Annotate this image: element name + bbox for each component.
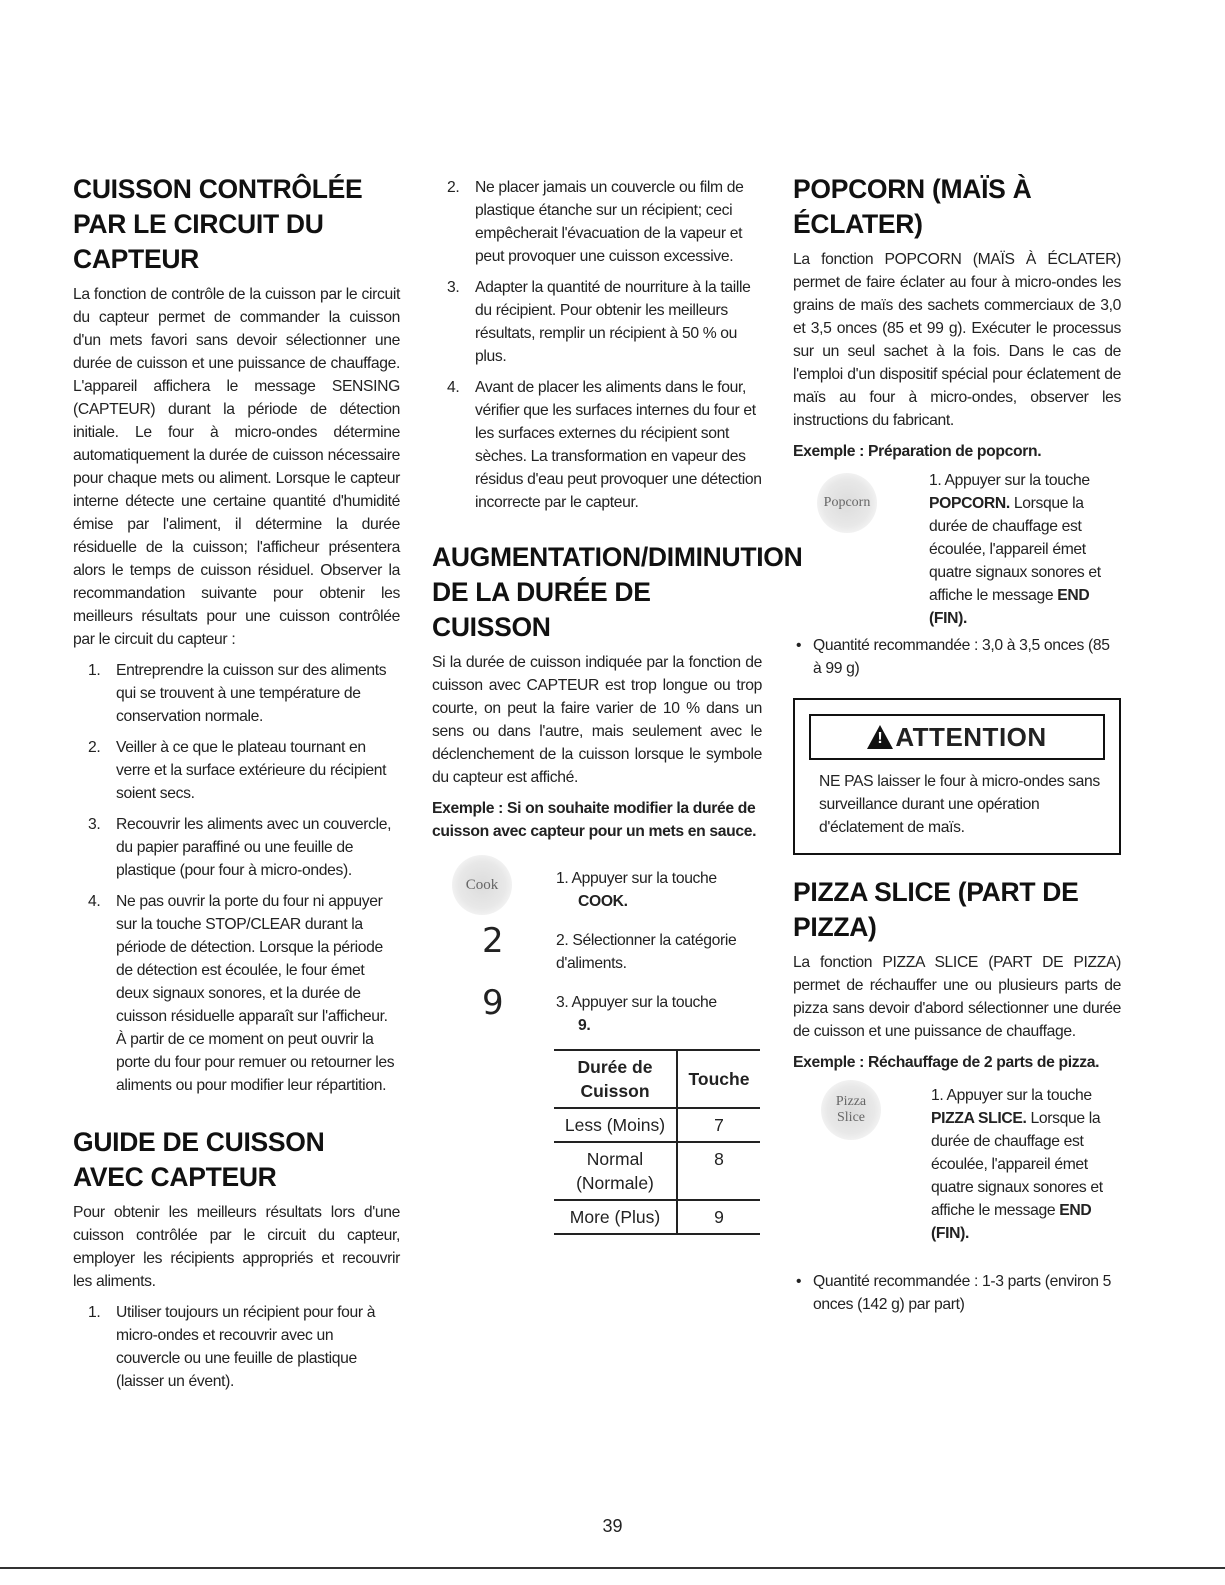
table-row: Less (Moins) 7: [554, 1108, 760, 1142]
digit-2-icon: 2: [482, 921, 504, 961]
sensor-guide-list-cont: [432, 176, 762, 514]
popcorn-body: La fonction POPCORN (MAÏS À ÉCLATER) permet de faire éclater au four à micro-ondes les grains de maïs des sachets commerciaux de 3,0 et 3,5 onces (85 et 99 g). Exécuter le processus sur un seul sachet à la fois. Dans le cas de l'emploi d'un dispositif spécial pour éclatement de maïs au four à micro-ondes, observer les instructions du fabricant.: [793, 251, 1121, 429]
sensor-cooking-list: [73, 659, 400, 1097]
table-header: Durée de Cuisson Touche: [554, 1050, 760, 1108]
heading-popcorn: POPCORN (MAÏS À ÉCLATER): [793, 174, 1032, 239]
cook-steps: [432, 849, 762, 1039]
popcorn-step-1: 1. Appuyer sur la touche POPCORN. Lorsque la durée de chauffage est écoulée, l'appareil émet quatre signaux sonores et affiche le message END (FIN).: [929, 472, 1101, 627]
sensor-cooking-intro: La fonction de contrôle de la cuisson par le circuit du capteur permet de commander la cuisson d'un mets favori sans devoir sélectionner une durée de cuisson et une puissance de chauffage. L'appareil affichera le message SENSING (CAPTEUR) durant la période de détection initiale. Le four à micro-ondes détermine automatiquement la durée de cuisson nécessaire pour chaque mets ou aliment. Lorsque le capteur interne détecte une certaine quantité d'humidité émise par l'aliment, il détermine la durée résiduelle de la cuisson; l'afficheur présentera alors le temps de cuisson résiduel. Observer la recommandation suivante pour obtenir les meilleurs résultats pour une cuisson contrôlée par le circuit du capteur :: [73, 286, 400, 648]
list-item: 2. Ne placer jamais un couvercle ou film de plastique étanche sur un récipient; ceci empêcherait l'évacuation de la vapeur et peut provoquer une cuisson excessive.: [447, 179, 744, 265]
heading-sensor-cooking: CUISSON CONTRÔLÉE PAR LE CIRCUIT DU CAPTEUR: [73, 174, 363, 274]
attention-title: ! ATTENTION: [809, 714, 1105, 760]
popcorn-key-icon: Popcorn: [817, 473, 877, 533]
heading-pizza-slice: PIZZA SLICE (PART DE PIZZA): [793, 877, 1079, 942]
list-item: 2. Veiller à ce que le plateau tournant en verre et la surface extérieure du récipient soient secs.: [88, 739, 387, 802]
cook-step-3: 3. Appuyer sur la touche 9.: [556, 994, 717, 1034]
pizza-body: La fonction PIZZA SLICE (PART DE PIZZA) permet de réchauffer une ou plusieurs parts de pizza sans devoir d'abord sélectionner une durée de cuisson et une puissance de chauffage.: [793, 954, 1121, 1040]
list-item: 3. Recouvrir les aliments avec un couvercle, du papier paraffiné ou une feuille de plastique (pour four à micro-ondes).: [88, 816, 392, 879]
adjust-table: [554, 1049, 760, 1235]
pizza-step-1: 1. Appuyer sur la touche PIZZA SLICE. Lorsque la durée de chauffage est écoulée, l'appareil émet quatre signaux sonores et affiche le message END (FIN).: [931, 1087, 1103, 1242]
table-row: More (Plus) 9: [554, 1200, 760, 1234]
page-number: 39: [602, 1516, 623, 1536]
sensor-guide-intro: Pour obtenir les meilleurs résultats lors d'une cuisson contrôlée par le circuit du capteur, employer les récipients appropriés et recouvrir les aliments.: [73, 1204, 400, 1290]
heading-sensor-guide: GUIDE DE CUISSON AVEC CAPTEUR: [73, 1127, 325, 1192]
list-item: 1. Entreprendre la cuisson sur des aliments qui se trouvent à une température de conservation normale.: [88, 662, 387, 725]
pizza-quantity: • Quantité recommandée : 1-3 parts (environ 5 onces (142 g) par part): [796, 1273, 1111, 1313]
attention-box: [793, 698, 1121, 855]
column-left: [73, 172, 400, 1401]
column-middle: [432, 172, 803, 1235]
pizza-example: Exemple : Réchauffage de 2 parts de pizza.: [793, 1054, 1100, 1071]
list-item: 1. Utiliser toujours un récipient pour four à micro-ondes et recouvrir avec un couvercle ou une feuille de plastique (laisser un évent).: [88, 1304, 376, 1390]
bottom-divider: [0, 1567, 1225, 1569]
column-right: [793, 172, 1121, 1316]
cook-key-icon: Cook: [452, 855, 512, 915]
digit-9-icon: 9: [482, 983, 504, 1023]
table-row: Normal (Normale) 8: [554, 1142, 760, 1200]
popcorn-example: Exemple : Préparation de popcorn.: [793, 443, 1042, 460]
popcorn-quantity: • Quantité recommandée : 3,0 à 3,5 onces (85 à 99 g): [796, 637, 1110, 677]
pizza-steps: [793, 1080, 1121, 1270]
popcorn-steps: [793, 469, 1121, 634]
attention-text: NE PAS laisser le four à micro-ondes sans surveillance durant une opération d'éclatement de maïs.: [819, 773, 1100, 836]
list-item: 4. Avant de placer les aliments dans le four, vérifier que les surfaces internes du four et les surfaces externes du récipient sont sèches. La transformation en vapeur des résidus d'eau peut provoquer une détection incorrecte par le capteur.: [447, 379, 762, 511]
cook-step-1: 1. Appuyer sur la touche COOK.: [556, 870, 717, 910]
adjust-time-body: Si la durée de cuisson indiquée par la fonction de cuisson avec CAPTEUR est trop longue ou trop courte, on peut la faire varier de 10 % dans un sens ou dans l'autre, mais seulement avec le déclenchement de la cuisson lorsque le symbole du capteur est affiché.: [432, 654, 762, 786]
warning-icon: [867, 725, 893, 749]
cook-step-2: 2. Sélectionner la catégorie d'aliments.: [556, 932, 737, 972]
adjust-time-example: Exemple : Si on souhaite modifier la durée de cuisson avec capteur pour un mets en sauce.: [432, 800, 757, 840]
list-item: 4. Ne pas ouvrir la porte du four ni appuyer sur la touche STOP/CLEAR durant la période de détection. Lorsque la période de détection est écoulée, le four émet deux signaux sonores, et la durée de cuisson résiduelle apparaît sur l'afficheur. À partir de ce moment on peut ouvrir la porte du four pour remuer ou retourner les aliments ou pour modifier leur répartition.: [88, 893, 395, 1094]
pizza-slice-key-icon: Pizza Slice: [821, 1080, 881, 1140]
list-item: 3. Adapter la quantité de nourriture à la taille du récipient. Pour obtenir les meilleurs résultats, remplir un récipient à 50 % ou plus.: [447, 279, 751, 365]
heading-adjust-time: AUGMENTATION/DIMINUTION DE LA DURÉE DE CUISSON: [432, 542, 803, 642]
sensor-guide-list: [73, 1301, 400, 1393]
